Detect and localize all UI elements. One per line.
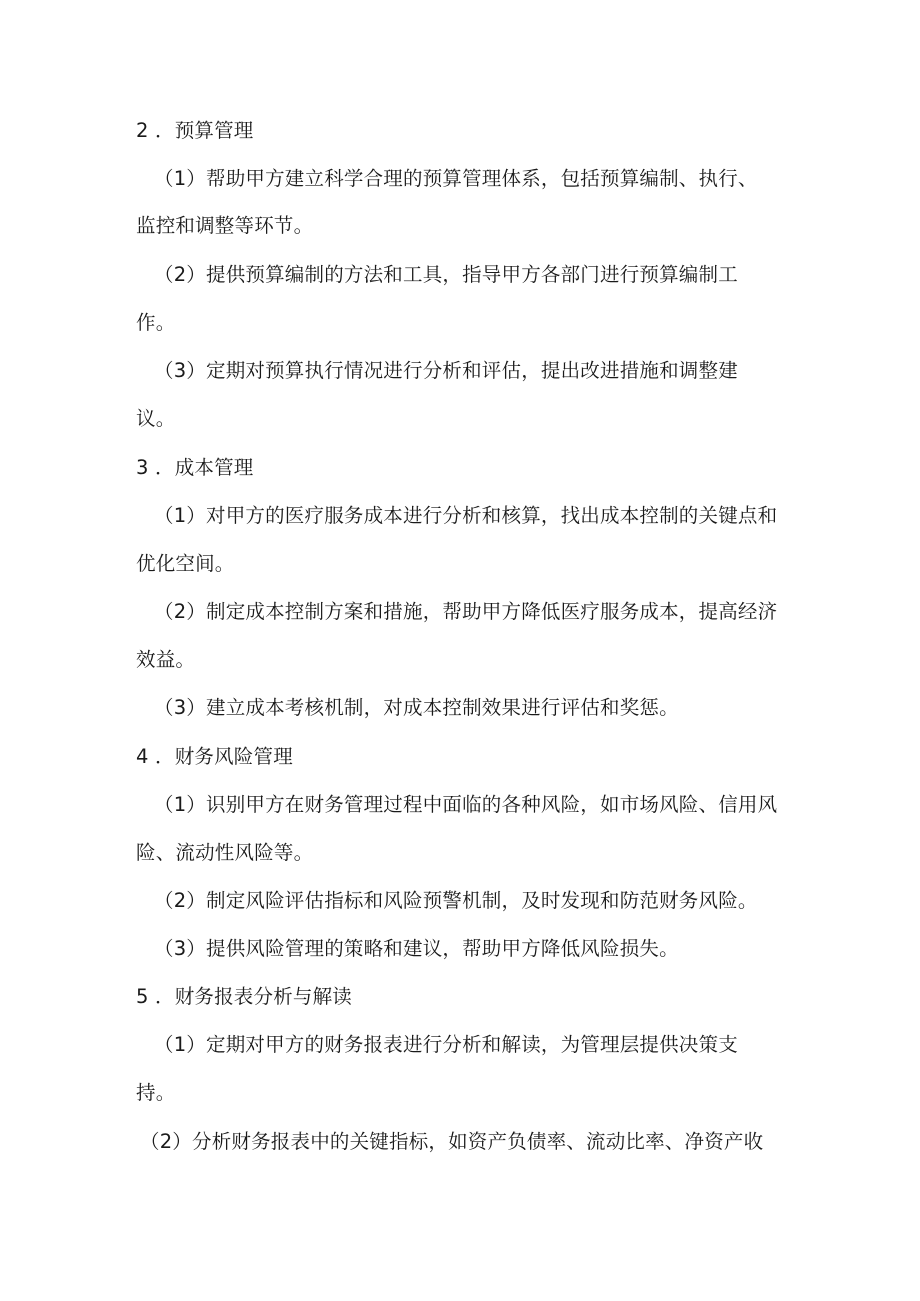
budget-item-1-line-1: （1）帮助甲方建立科学合理的预算管理体系，包括预算编制、执行、	[154, 167, 758, 190]
risk-item-2-line-1: （2）制定风险评估指标和风险预警机制，及时发现和防范财务风险。	[154, 889, 758, 912]
budget-item-1-line-2: 监控和调整等环节。	[136, 214, 314, 237]
reports-item-1-line-2: 持。	[136, 1081, 176, 1104]
cost-item-2-line-2: 效益。	[136, 648, 196, 671]
section-heading-risk: 4 ．财务风险管理	[136, 745, 293, 768]
risk-item-1-line-2: 险、流动性风险等。	[136, 841, 314, 864]
section-heading-cost: 3 ．成本管理	[136, 456, 254, 479]
cost-item-3-line-1: （3）建立成本考核机制，对成本控制效果进行评估和奖惩。	[154, 696, 679, 719]
reports-item-2-line-1: （2）分析财务报表中的关键指标，如资产负债率、流动比率、净资产收	[140, 1130, 764, 1153]
section-heading-budget: 2 ．预算管理	[136, 119, 254, 142]
budget-item-2-line-2: 作。	[136, 311, 176, 334]
budget-item-3-line-1: （3）定期对预算执行情况进行分析和评估，提出改进措施和调整建	[154, 359, 738, 382]
budget-item-3-line-2: 议。	[136, 407, 176, 430]
budget-item-2-line-1: （2）提供预算编制的方法和工具，指导甲方各部门进行预算编制工	[154, 263, 738, 286]
risk-item-1-line-1: （1）识别甲方在财务管理过程中面临的各种风险，如市场风险、信用风	[154, 793, 778, 816]
reports-item-1-line-1: （1）定期对甲方的财务报表进行分析和解读，为管理层提供决策支	[154, 1033, 738, 1056]
cost-item-1-line-2: 优化空间。	[136, 552, 235, 575]
cost-item-2-line-1: （2）制定成本控制方案和措施，帮助甲方降低医疗服务成本，提高经济	[154, 600, 778, 623]
section-heading-reports: 5 ．财务报表分析与解读	[136, 985, 353, 1008]
cost-item-1-line-1: （1）对甲方的医疗服务成本进行分析和核算，找出成本控制的关键点和	[154, 504, 778, 527]
risk-item-3-line-1: （3）提供风险管理的策略和建议，帮助甲方降低风险损失。	[154, 937, 679, 960]
